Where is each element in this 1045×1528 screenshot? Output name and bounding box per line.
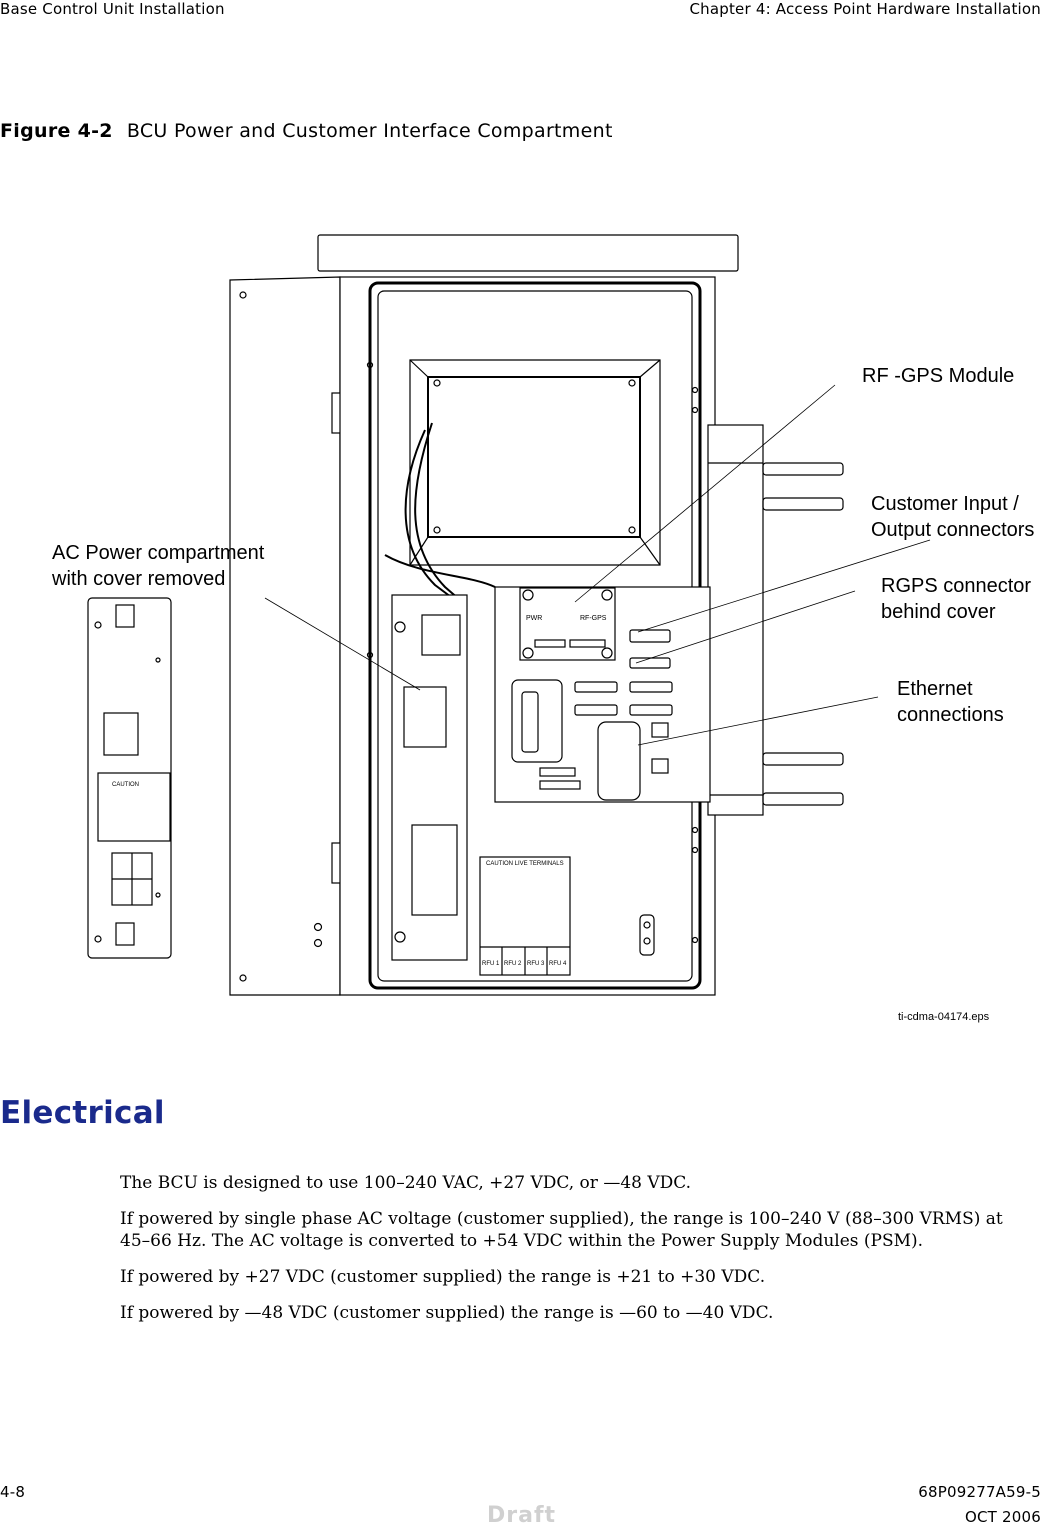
caution-live-label: CAUTION LIVE TERMINALS [486,861,564,867]
callout-rf-gps-module: RF -GPS Module [862,365,1015,387]
section-heading: Electrical [0,1095,165,1131]
running-header-section: Base Control Unit Installation [0,0,225,18]
page-number: 4-8 [0,1483,26,1501]
paragraph: If powered by —48 VDC (customer supplied) the range is —60 to —40 VDC. [120,1303,774,1323]
figure-file-id: ti-cdma-04174.eps [898,1011,990,1023]
section-body [120,1172,1035,1338]
caution-plate-label: CAUTION [112,782,139,788]
rfu2-label: RFU 2 [504,961,522,967]
bcu-line-drawing [40,225,1045,1025]
figure-caption [0,120,613,142]
figure-number: Figure 4-2 [0,120,113,142]
publication-date: OCT 2006 [965,1508,1041,1526]
draft-watermark: Draft [487,1503,557,1528]
paragraph: If powered by single phase AC voltage (customer supplied), the range is 100–240 V (88–300 VRMS) at 45–66 Hz. The AC voltage is converted to +54 VDC within the Power Supply Modules (PSM). [120,1209,1003,1251]
rfu4-label: RFU 4 [549,961,567,967]
paragraph: If powered by +27 VDC (customer supplied) the range is +21 to +30 VDC. [120,1267,766,1287]
callout-rgps-connector: RGPS connector behind cover [881,575,1032,623]
rfu1-label: RFU 1 [482,961,500,967]
callout-ac-power-compartment: AC Power compartment with cover removed [52,542,265,590]
paragraph: The BCU is designed to use 100–240 VAC, +27 VDC, or —48 VDC. [120,1173,692,1193]
pwr-label: PWR [526,615,543,622]
callout-customer-io-connectors: Customer Input / Output connectors [871,493,1035,541]
callout-ethernet-connections: Ethernet connections [897,678,1004,726]
rfu3-label: RFU 3 [527,961,545,967]
document-number: 68P09277A59-5 [918,1483,1041,1501]
running-header-chapter: Chapter 4: Access Point Hardware Installation [689,0,1041,18]
bcu-figure [40,225,1045,1025]
rf-gps-panel-label: RF-GPS [580,615,607,622]
figure-title: BCU Power and Customer Interface Compartment [126,120,613,142]
